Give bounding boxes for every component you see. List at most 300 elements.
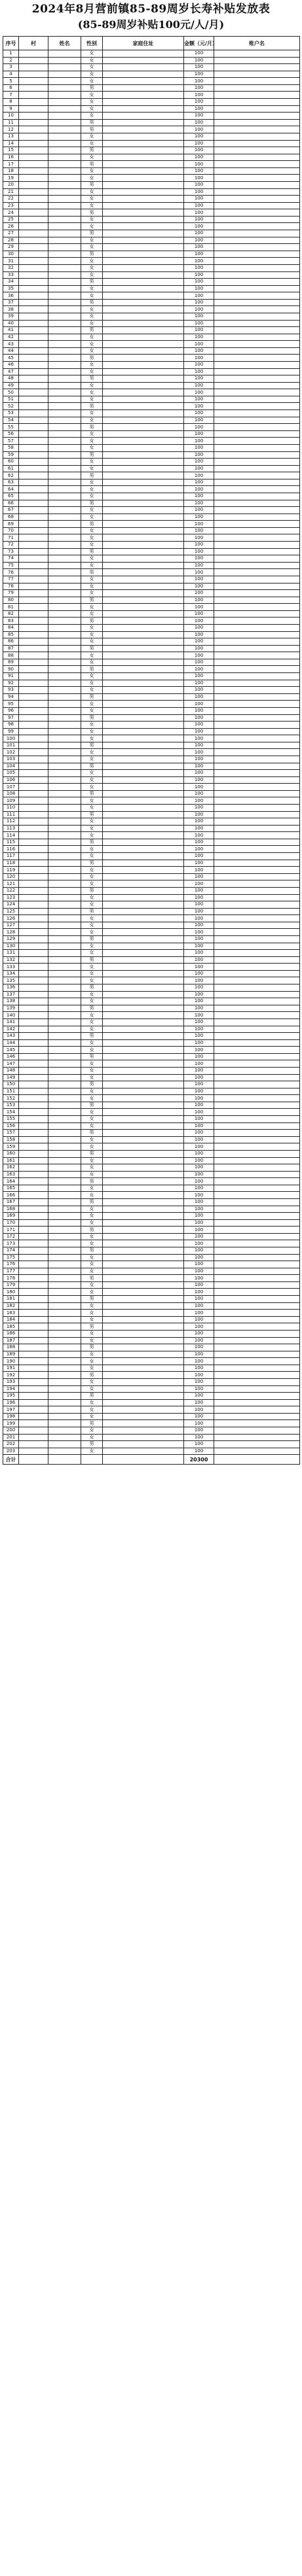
cell-sex: 女 xyxy=(81,64,103,71)
cell-account xyxy=(214,196,300,203)
cell-amount: 100 xyxy=(184,832,214,839)
table-row xyxy=(3,548,300,555)
cell-name xyxy=(48,880,81,888)
cell-address xyxy=(103,922,184,929)
cell-sex: 女 xyxy=(81,438,103,445)
cell-name xyxy=(48,1192,81,1199)
cell-no: 49 xyxy=(3,382,19,389)
cell-sex: 男 xyxy=(81,887,103,894)
cell-name xyxy=(48,1005,81,1012)
cell-village xyxy=(19,1033,48,1040)
cell-sex: 女 xyxy=(81,368,103,375)
cell-address xyxy=(103,1033,184,1040)
cell-sex: 女 xyxy=(81,1060,103,1068)
table-body xyxy=(3,50,300,1455)
cell-village xyxy=(19,209,48,217)
cell-amount: 100 xyxy=(184,126,214,133)
cell-name xyxy=(48,1088,81,1095)
cell-account xyxy=(214,410,300,417)
cell-sex: 女 xyxy=(81,271,103,279)
cell-account xyxy=(214,562,300,569)
cell-account xyxy=(214,465,300,472)
cell-amount: 100 xyxy=(184,534,214,542)
cell-amount: 100 xyxy=(184,1116,214,1123)
cell-no: 84 xyxy=(3,624,19,631)
cell-no: 76 xyxy=(3,569,19,576)
table-row xyxy=(3,1261,300,1268)
cell-address xyxy=(103,147,184,154)
cell-no: 85 xyxy=(3,631,19,638)
cell-name xyxy=(48,396,81,403)
cell-amount: 100 xyxy=(184,1018,214,1026)
cell-name xyxy=(48,313,81,320)
cell-account xyxy=(214,1018,300,1026)
cell-no: 179 xyxy=(3,1281,19,1289)
cell-amount: 100 xyxy=(184,472,214,479)
cell-address xyxy=(103,1330,184,1337)
table-row xyxy=(3,590,300,597)
cell-name xyxy=(48,500,81,507)
cell-sex: 女 xyxy=(81,542,103,549)
cell-amount: 100 xyxy=(184,569,214,576)
cell-village xyxy=(19,998,48,1005)
cell-no: 126 xyxy=(3,915,19,922)
cell-name xyxy=(48,292,81,300)
table-row xyxy=(3,1219,300,1227)
cell-no: 170 xyxy=(3,1219,19,1227)
cell-village xyxy=(19,167,48,175)
cell-no: 88 xyxy=(3,652,19,659)
cell-sex: 女 xyxy=(81,943,103,950)
cell-no: 37 xyxy=(3,299,19,306)
cell-name xyxy=(48,513,81,521)
cell-address xyxy=(103,887,184,894)
cell-account xyxy=(214,1227,300,1234)
cell-amount: 100 xyxy=(184,687,214,694)
table-row xyxy=(3,1310,300,1317)
cell-village xyxy=(19,1060,48,1068)
cell-name xyxy=(48,1026,81,1033)
cell-address xyxy=(103,451,184,459)
cell-sex: 女 xyxy=(81,362,103,369)
cell-account xyxy=(214,991,300,998)
cell-amount: 100 xyxy=(184,1254,214,1261)
cell-no: 70 xyxy=(3,527,19,534)
cell-no: 194 xyxy=(3,1385,19,1393)
cell-no: 56 xyxy=(3,430,19,438)
cell-sex: 男 xyxy=(81,147,103,154)
cell-sex: 女 xyxy=(81,1240,103,1247)
cell-name xyxy=(48,624,81,631)
cell-address xyxy=(103,1116,184,1123)
cell-account xyxy=(214,1012,300,1019)
cell-amount: 100 xyxy=(184,542,214,549)
cell-village xyxy=(19,1039,48,1047)
cell-sex: 男 xyxy=(81,451,103,459)
table-row xyxy=(3,797,300,805)
cell-no: 149 xyxy=(3,1074,19,1081)
table-row xyxy=(3,666,300,673)
cell-village xyxy=(19,507,48,514)
table-row xyxy=(3,756,300,763)
table-row xyxy=(3,597,300,604)
table-row xyxy=(3,555,300,563)
table-row xyxy=(3,347,300,355)
cell-no: 138 xyxy=(3,998,19,1005)
cell-no: 146 xyxy=(3,1053,19,1060)
cell-village xyxy=(19,867,48,874)
table-row xyxy=(3,264,300,271)
cell-name xyxy=(48,1033,81,1040)
table-row xyxy=(3,839,300,846)
cell-address xyxy=(103,472,184,479)
table-row xyxy=(3,701,300,708)
cell-address xyxy=(103,846,184,853)
cell-address xyxy=(103,1074,184,1081)
cell-name xyxy=(48,618,81,625)
cell-sex: 女 xyxy=(81,610,103,618)
cell-account xyxy=(214,1102,300,1109)
cell-name xyxy=(48,722,81,729)
cell-address xyxy=(103,1171,184,1178)
table-row xyxy=(3,735,300,742)
cell-no: 195 xyxy=(3,1393,19,1400)
cell-sex: 女 xyxy=(81,1254,103,1261)
cell-account xyxy=(214,1033,300,1040)
cell-sex: 女 xyxy=(81,1406,103,1414)
cell-sex: 女 xyxy=(81,846,103,853)
cell-account xyxy=(214,1171,300,1178)
cell-name xyxy=(48,1406,81,1414)
table-row xyxy=(3,680,300,687)
table-row xyxy=(3,292,300,300)
cell-amount: 100 xyxy=(184,368,214,375)
cell-no: 93 xyxy=(3,687,19,694)
cell-address xyxy=(103,1233,184,1240)
cell-address xyxy=(103,84,184,92)
cell-address xyxy=(103,1157,184,1164)
cell-amount: 100 xyxy=(184,1095,214,1102)
cell-no: 28 xyxy=(3,237,19,244)
cell-amount: 100 xyxy=(184,1005,214,1012)
cell-address xyxy=(103,576,184,583)
cell-account xyxy=(214,1289,300,1296)
cell-sex: 男 xyxy=(81,403,103,410)
cell-no: 122 xyxy=(3,887,19,894)
cell-address xyxy=(103,306,184,313)
header-account: 账户名 xyxy=(214,37,300,50)
cell-name xyxy=(48,915,81,922)
cell-address xyxy=(103,1150,184,1157)
header-village: 村 xyxy=(19,37,48,50)
table-row xyxy=(3,1005,300,1012)
cell-village xyxy=(19,1136,48,1143)
table-row xyxy=(3,929,300,936)
cell-amount: 100 xyxy=(184,140,214,147)
cell-address xyxy=(103,292,184,300)
cell-name xyxy=(48,57,81,64)
cell-account xyxy=(214,887,300,894)
cell-sex: 女 xyxy=(81,825,103,832)
cell-amount: 100 xyxy=(184,188,214,196)
cell-no: 23 xyxy=(3,202,19,209)
cell-sex: 女 xyxy=(81,901,103,909)
cell-no: 101 xyxy=(3,742,19,749)
cell-village xyxy=(19,313,48,320)
cell-account xyxy=(214,1358,300,1365)
cell-village xyxy=(19,362,48,369)
cell-amount: 100 xyxy=(184,444,214,451)
cell-amount: 100 xyxy=(184,714,214,722)
cell-name xyxy=(48,998,81,1005)
cell-account xyxy=(214,825,300,832)
table-footer-row xyxy=(3,1455,300,1465)
cell-village xyxy=(19,970,48,977)
cell-no: 150 xyxy=(3,1081,19,1088)
cell-name xyxy=(48,984,81,992)
cell-name xyxy=(48,271,81,279)
cell-name xyxy=(48,659,81,666)
cell-no: 176 xyxy=(3,1261,19,1268)
cell-village xyxy=(19,119,48,126)
cell-address xyxy=(103,1060,184,1068)
cell-name xyxy=(48,1067,81,1074)
cell-amount: 100 xyxy=(184,742,214,749)
cell-address xyxy=(103,742,184,749)
cell-sex: 女 xyxy=(81,320,103,327)
cell-village xyxy=(19,105,48,113)
cell-sex: 女 xyxy=(81,493,103,500)
cell-account xyxy=(214,1316,300,1323)
cell-sex: 女 xyxy=(81,880,103,888)
cell-no: 12 xyxy=(3,126,19,133)
cell-village xyxy=(19,1012,48,1019)
cell-no: 129 xyxy=(3,936,19,943)
table-row xyxy=(3,894,300,901)
cell-account xyxy=(214,1385,300,1393)
table-row xyxy=(3,901,300,909)
table-row xyxy=(3,258,300,265)
cell-name xyxy=(48,444,81,451)
cell-sex: 女 xyxy=(81,832,103,839)
cell-village xyxy=(19,64,48,71)
footer-cell xyxy=(214,1455,300,1465)
cell-sex: 男 xyxy=(81,693,103,701)
cell-address xyxy=(103,735,184,742)
cell-no: 65 xyxy=(3,493,19,500)
table-row xyxy=(3,119,300,126)
table-row xyxy=(3,223,300,230)
cell-no: 68 xyxy=(3,513,19,521)
cell-no: 41 xyxy=(3,327,19,334)
cell-village xyxy=(19,1109,48,1116)
cell-address xyxy=(103,78,184,85)
table-row xyxy=(3,1296,300,1303)
cell-village xyxy=(19,306,48,313)
cell-village xyxy=(19,880,48,888)
cell-name xyxy=(48,1344,81,1351)
cell-no: 167 xyxy=(3,1198,19,1206)
footer-total: 20300 xyxy=(184,1455,214,1465)
cell-amount: 100 xyxy=(184,375,214,383)
cell-village xyxy=(19,1289,48,1296)
cell-address xyxy=(103,271,184,279)
cell-amount: 100 xyxy=(184,50,214,58)
cell-address xyxy=(103,867,184,874)
cell-sex: 女 xyxy=(81,1018,103,1026)
cell-amount: 100 xyxy=(184,1323,214,1331)
table-row xyxy=(3,389,300,396)
cell-amount: 100 xyxy=(184,756,214,763)
table-row xyxy=(3,444,300,451)
cell-account xyxy=(214,1330,300,1337)
cell-account xyxy=(214,915,300,922)
cell-village xyxy=(19,99,48,106)
cell-account xyxy=(214,1441,300,1448)
cell-account xyxy=(214,1067,300,1074)
table-row xyxy=(3,1039,300,1047)
cell-address xyxy=(103,368,184,375)
cell-name xyxy=(48,341,81,348)
cell-account xyxy=(214,347,300,355)
cell-amount: 100 xyxy=(184,341,214,348)
cell-account xyxy=(214,92,300,99)
cell-no: 136 xyxy=(3,984,19,992)
cell-address xyxy=(103,645,184,652)
cell-sex: 女 xyxy=(81,196,103,203)
cell-amount: 100 xyxy=(184,1192,214,1199)
cell-name xyxy=(48,555,81,563)
cell-address xyxy=(103,534,184,542)
cell-name xyxy=(48,1081,81,1088)
cell-name xyxy=(48,368,81,375)
cell-name xyxy=(48,71,81,78)
table-row xyxy=(3,1123,300,1130)
table-row xyxy=(3,1399,300,1406)
cell-address xyxy=(103,638,184,646)
cell-account xyxy=(214,666,300,673)
cell-sex: 男 xyxy=(81,666,103,673)
cell-address xyxy=(103,209,184,217)
cell-village xyxy=(19,486,48,493)
cell-no: 143 xyxy=(3,1033,19,1040)
cell-sex: 男 xyxy=(81,161,103,168)
table-row xyxy=(3,327,300,334)
cell-account xyxy=(214,860,300,867)
cell-account xyxy=(214,341,300,348)
cell-no: 31 xyxy=(3,258,19,265)
cell-address xyxy=(103,1247,184,1255)
table-row xyxy=(3,279,300,286)
cell-name xyxy=(48,1323,81,1331)
cell-sex: 女 xyxy=(81,1164,103,1172)
table-row xyxy=(3,1289,300,1296)
cell-no: 166 xyxy=(3,1192,19,1199)
table-row xyxy=(3,430,300,438)
cell-amount: 100 xyxy=(184,113,214,120)
cell-amount: 100 xyxy=(184,873,214,880)
cell-name xyxy=(48,327,81,334)
cell-account xyxy=(214,742,300,749)
cell-village xyxy=(19,1198,48,1206)
cell-address xyxy=(103,264,184,271)
cell-sex: 女 xyxy=(81,749,103,756)
cell-amount: 100 xyxy=(184,223,214,230)
cell-address xyxy=(103,680,184,687)
cell-no: 199 xyxy=(3,1420,19,1427)
cell-sex: 男 xyxy=(81,521,103,528)
cell-no: 144 xyxy=(3,1039,19,1047)
cell-address xyxy=(103,956,184,964)
table-row xyxy=(3,465,300,472)
cell-account xyxy=(214,693,300,701)
cell-no: 191 xyxy=(3,1365,19,1372)
cell-village xyxy=(19,175,48,182)
cell-village xyxy=(19,638,48,646)
cell-no: 7 xyxy=(3,92,19,99)
cell-address xyxy=(103,167,184,175)
cell-address xyxy=(103,776,184,784)
cell-name xyxy=(48,1316,81,1323)
cell-address xyxy=(103,805,184,812)
cell-account xyxy=(214,610,300,618)
cell-amount: 100 xyxy=(184,1372,214,1379)
cell-amount: 100 xyxy=(184,1213,214,1220)
cell-account xyxy=(214,1198,300,1206)
cell-sex: 女 xyxy=(81,486,103,493)
cell-no: 24 xyxy=(3,209,19,217)
table-row xyxy=(3,1185,300,1192)
cell-village xyxy=(19,610,48,618)
cell-sex: 女 xyxy=(81,1074,103,1081)
table-row xyxy=(3,624,300,631)
cell-village xyxy=(19,659,48,666)
cell-no: 25 xyxy=(3,216,19,223)
cell-village xyxy=(19,161,48,168)
cell-name xyxy=(48,493,81,500)
cell-no: 63 xyxy=(3,479,19,486)
table-row xyxy=(3,161,300,168)
table-row xyxy=(3,375,300,383)
cell-sex: 女 xyxy=(81,313,103,320)
cell-sex: 女 xyxy=(81,507,103,514)
cell-village xyxy=(19,1399,48,1406)
cell-address xyxy=(103,998,184,1005)
table-row xyxy=(3,202,300,209)
cell-account xyxy=(214,1123,300,1130)
cell-address xyxy=(103,459,184,466)
cell-no: 59 xyxy=(3,451,19,459)
cell-no: 124 xyxy=(3,901,19,909)
cell-no: 60 xyxy=(3,459,19,466)
cell-sex: 男 xyxy=(81,500,103,507)
cell-account xyxy=(214,1434,300,1441)
cell-amount: 100 xyxy=(184,84,214,92)
cell-village xyxy=(19,521,48,528)
table-row xyxy=(3,1150,300,1157)
cell-amount: 100 xyxy=(184,1358,214,1365)
cell-amount: 100 xyxy=(184,119,214,126)
cell-account xyxy=(214,867,300,874)
cell-no: 147 xyxy=(3,1060,19,1068)
cell-amount: 100 xyxy=(184,846,214,853)
cell-name xyxy=(48,1254,81,1261)
cell-village xyxy=(19,417,48,424)
cell-amount: 100 xyxy=(184,618,214,625)
cell-amount: 100 xyxy=(184,956,214,964)
cell-village xyxy=(19,1281,48,1289)
cell-no: 168 xyxy=(3,1206,19,1213)
